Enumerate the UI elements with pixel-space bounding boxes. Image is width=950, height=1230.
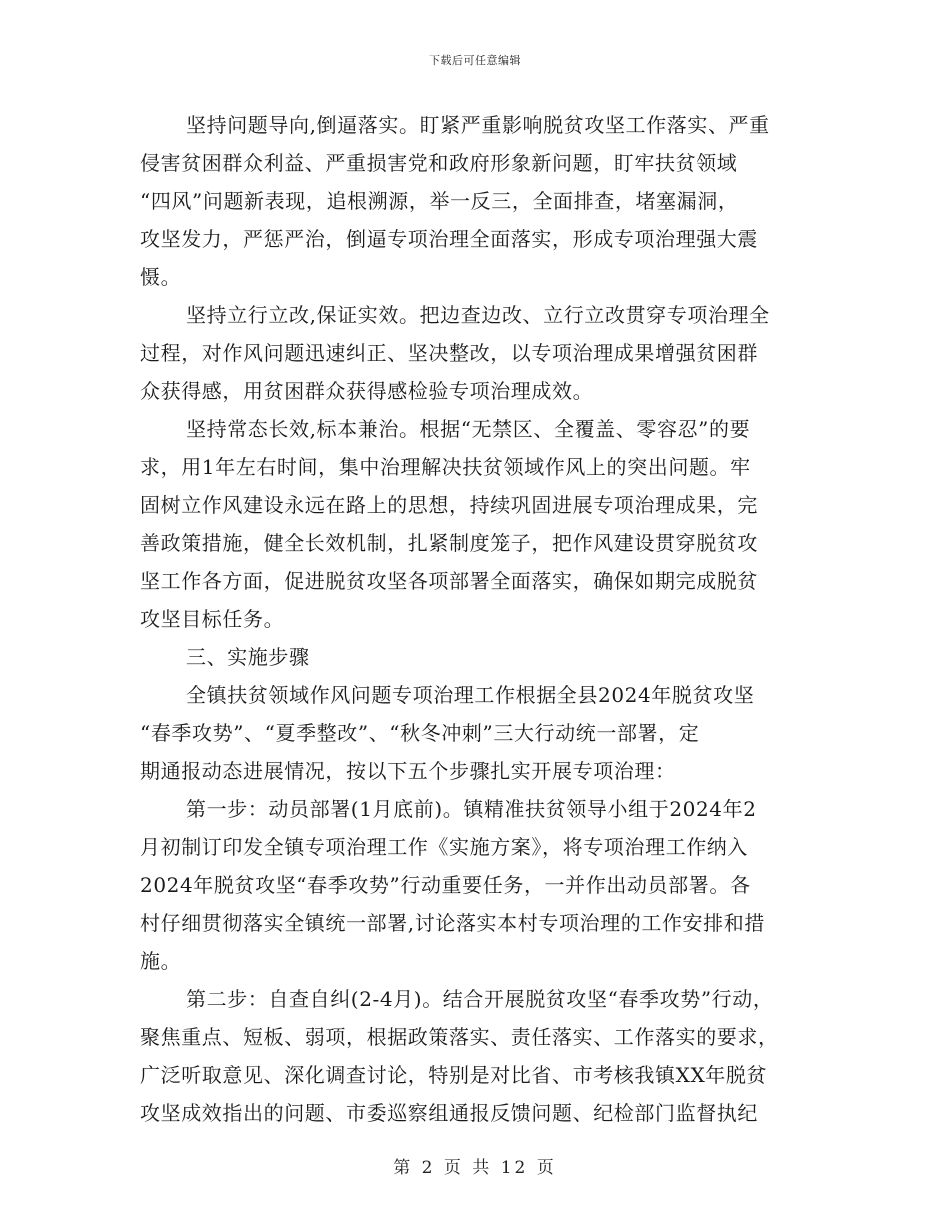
paragraph-line: 侵害贫困群众利益、严重损害党和政府形象新问题，盯牢扶贫领域	[140, 151, 738, 175]
paragraph-line: 慑。	[140, 265, 182, 289]
paragraph-line: 全镇扶贫领域作风问题专项治理工作根据全县2024年脱贫攻坚	[186, 683, 755, 707]
paragraph-line: 月初制订印发全镇专项治理工作《实施方案》，将专项治理工作纳入	[140, 835, 748, 859]
paragraph-line: 第二步：自查自纠(2-4月)。结合开展脱贫攻坚“春季攻势”行动，	[186, 987, 774, 1011]
document-body	[140, 106, 830, 1132]
section-heading: 三、实施步骤	[186, 645, 310, 669]
paragraph-line: 第一步：动员部署(1月底前)。镇精准扶贫领导小组于2024年2	[186, 797, 757, 821]
paragraph-line: 众获得感，用贫困群众获得感检验专项治理成效。	[140, 379, 594, 403]
paragraph-line: 善政策措施，健全长效机制，扎紧制度笼子，把作风建设贯穿脱贫攻	[140, 531, 758, 555]
paragraph-line: 求，用1年左右时间，集中治理解决扶贫领域作风上的突出问题。牢	[140, 455, 751, 479]
paragraph-line: 村仔细贯彻落实全镇统一部署,讨论落实本村专项治理的工作安排和措	[140, 911, 765, 935]
paragraph-line: 坚持常态长效,标本兼治。根据“无禁区、全覆盖、零容忍”的要	[186, 417, 751, 441]
page-footer: 第 2 页 共 12 页	[393, 1158, 557, 1178]
page-header: 下载后可任意编辑	[429, 54, 521, 67]
paragraph-line: 坚持问题导向,倒逼落实。盯紧严重影响脱贫攻坚工作落实、严重	[186, 113, 770, 137]
paragraph-line: 施。	[140, 949, 182, 973]
paragraph-line: 广泛听取意见、深化调查讨论，特别是对比省、市考核我镇XX年脱贫	[140, 1063, 768, 1087]
paragraph-line: “春季攻势”、“夏季整改”、“秋冬冲刺”三大行动统一部署，定	[140, 721, 700, 745]
paragraph-line: 坚工作各方面，促进脱贫攻坚各项部署全面落实，确保如期完成脱贫	[140, 569, 758, 593]
paragraph-line: 攻坚发力，严惩严治，倒逼专项治理全面落实，形成专项治理强大震	[140, 227, 758, 251]
paragraph-line: 攻坚目标任务。	[140, 607, 285, 631]
paragraph-line: 攻坚成效指出的问题、市委巡察组通报反馈问题、纪检部门监督执纪	[140, 1101, 758, 1125]
paragraph-line: 坚持立行立改,保证实效。把边查边改、立行立改贯穿专项治理全	[186, 303, 770, 327]
paragraph-line: 期通报动态进展情况，按以下五个步骤扎实开展专项治理：	[140, 759, 676, 783]
paragraph-line: 聚焦重点、短板、弱项，根据政策落实、责任落实、工作落实的要求，	[140, 1025, 779, 1049]
paragraph-line: “四风”问题新表现，追根溯源，举一反三，全面排查，堵塞漏洞，	[140, 189, 739, 213]
paragraph-line: 2024年脱贫攻坚“春季攻势”行动重要任务，一并作出动员部署。各	[140, 873, 751, 897]
paragraph-line: 固树立作风建设永远在路上的思想，持续巩固进展专项治理成果，完	[140, 493, 758, 517]
paragraph-line: 过程，对作风问题迅速纠正、坚决整改，以专项治理成果增强贫困群	[140, 341, 758, 365]
